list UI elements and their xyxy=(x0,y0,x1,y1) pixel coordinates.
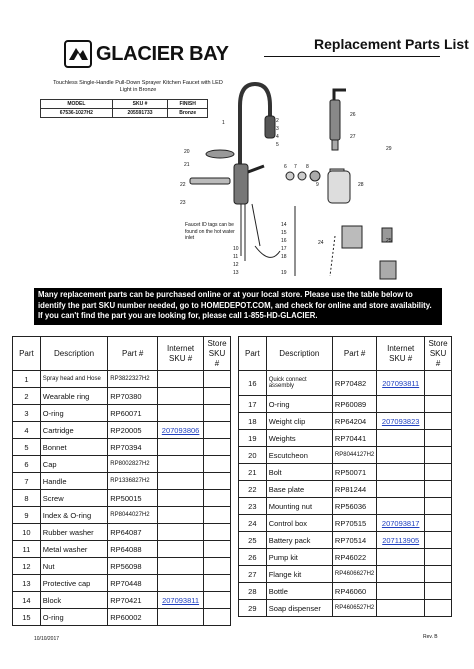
finish-value: Bronze xyxy=(168,109,208,118)
internet-sku-cell xyxy=(158,609,204,626)
description-cell: O-ring xyxy=(40,609,107,626)
table-row xyxy=(13,388,231,405)
callout-5: 5 xyxy=(276,142,279,148)
callout-8: 8 xyxy=(306,164,309,170)
description-cell: Screw xyxy=(40,490,107,507)
internet-sku-link[interactable]: 207113905 xyxy=(377,532,425,549)
callout-26: 26 xyxy=(350,112,356,118)
store-sku-cell xyxy=(204,371,231,388)
part-sku-cell: RP8044027H2 xyxy=(108,507,158,524)
internet-sku-cell xyxy=(377,566,425,583)
part-sku-cell: RP56036 xyxy=(332,498,376,515)
store-sku-cell xyxy=(425,413,452,430)
internet-sku-cell xyxy=(158,558,204,575)
description-cell: Spray head and Hose xyxy=(40,371,107,388)
table-row xyxy=(13,507,231,524)
col-internet-sku: Internet SKU # xyxy=(377,337,425,371)
description-cell: Index & O-ring xyxy=(40,507,107,524)
callout-18: 18 xyxy=(281,254,287,260)
store-sku-cell xyxy=(425,396,452,413)
part-sku-cell: RP70394 xyxy=(108,439,158,456)
parts-table-right xyxy=(238,336,452,617)
part-number-cell: 15 xyxy=(13,609,41,626)
part-number-cell: 6 xyxy=(13,456,41,473)
store-sku-cell xyxy=(425,498,452,515)
store-sku-cell xyxy=(204,405,231,422)
part-number-cell: 16 xyxy=(239,371,267,396)
table-row xyxy=(13,456,231,473)
part-sku-cell: RP60071 xyxy=(108,405,158,422)
callout-10: 10 xyxy=(233,246,239,252)
internet-sku-cell xyxy=(158,507,204,524)
exploded-parts-diagram xyxy=(160,76,440,288)
footer-date: 10/10/2017 xyxy=(34,636,60,642)
description-cell: Metal washer xyxy=(40,541,107,558)
table-row xyxy=(239,371,452,396)
col-part: Part xyxy=(13,337,41,371)
store-sku-cell xyxy=(204,575,231,592)
part-number-cell: 5 xyxy=(13,439,41,456)
footer-revision: Rev. B xyxy=(423,634,438,640)
description-cell: Cartridge xyxy=(40,422,107,439)
col-part: Part xyxy=(239,337,267,371)
part-number-cell: 26 xyxy=(239,549,267,566)
part-sku-cell: RP70482 xyxy=(332,371,376,396)
table-row xyxy=(239,515,452,532)
internet-sku-link[interactable]: 207093811 xyxy=(158,592,204,609)
control-box xyxy=(342,226,362,248)
callout-7: 7 xyxy=(294,164,297,170)
store-sku-cell xyxy=(425,566,452,583)
part-number-cell: 12 xyxy=(13,558,41,575)
internet-sku-link[interactable]: 207093817 xyxy=(377,515,425,532)
part-number-cell: 2 xyxy=(13,388,41,405)
internet-sku-link[interactable]: 207093823 xyxy=(377,413,425,430)
callout-3: 3 xyxy=(276,126,279,132)
table-row xyxy=(239,549,452,566)
part-number-cell: 9 xyxy=(13,507,41,524)
internet-sku-link[interactable]: 207093806 xyxy=(158,422,204,439)
internet-sku-cell xyxy=(158,405,204,422)
col-description: Description xyxy=(266,337,332,371)
sku-value: 205591733 xyxy=(112,109,168,118)
spray-head xyxy=(265,116,275,138)
internet-sku-cell xyxy=(158,541,204,558)
internet-sku-cell xyxy=(158,439,204,456)
faucet-id-note: Faucet ID tags can be found on the hot water inlet xyxy=(185,222,235,241)
parts-table-left xyxy=(12,336,231,626)
part-sku-cell: RP50015 xyxy=(108,490,158,507)
store-sku-cell xyxy=(204,507,231,524)
store-sku-cell xyxy=(425,481,452,498)
store-sku-cell xyxy=(204,558,231,575)
callout-28: 28 xyxy=(358,182,364,188)
description-cell: Protective cap xyxy=(40,575,107,592)
internet-sku-cell xyxy=(377,396,425,413)
table-row xyxy=(239,430,452,447)
part-sku-cell: RP70514 xyxy=(332,532,376,549)
part-number-cell: 22 xyxy=(239,481,267,498)
handle xyxy=(248,166,264,172)
part-sku-cell: RP4606627H2 xyxy=(332,566,376,583)
part-number-cell: 21 xyxy=(239,464,267,481)
callout-9: 9 xyxy=(316,182,319,188)
table-row xyxy=(239,498,452,515)
callout-15: 15 xyxy=(281,230,287,236)
table-row xyxy=(13,524,231,541)
callout-25: 25 xyxy=(386,238,392,244)
description-cell: Wearable ring xyxy=(40,388,107,405)
table-row xyxy=(239,413,452,430)
callout-12: 12 xyxy=(233,262,239,268)
callout-27: 27 xyxy=(350,134,356,140)
description-cell: Bolt xyxy=(266,464,332,481)
description-cell: Block xyxy=(40,592,107,609)
internet-sku-cell xyxy=(377,464,425,481)
base-plate xyxy=(190,178,230,184)
table-row xyxy=(13,558,231,575)
internet-sku-cell xyxy=(158,456,204,473)
part-number-cell: 7 xyxy=(13,473,41,490)
part-sku-cell: RP3822327H2 xyxy=(108,371,158,388)
part-sku-cell: RP46060 xyxy=(332,583,376,600)
callout-21: 21 xyxy=(184,162,190,168)
table-row xyxy=(239,447,452,464)
store-sku-cell xyxy=(204,609,231,626)
table-row xyxy=(13,490,231,507)
internet-sku-cell xyxy=(377,481,425,498)
soap-pump xyxy=(334,90,346,100)
col-store-sku: Store SKU # xyxy=(204,337,231,371)
part-sku-cell: RP60089 xyxy=(332,396,376,413)
callout-19: 19 xyxy=(281,270,287,276)
col-part-number: Part # xyxy=(332,337,376,371)
part-sku-cell: RP46022 xyxy=(332,549,376,566)
part-number-cell: 28 xyxy=(239,583,267,600)
store-sku-cell xyxy=(204,439,231,456)
part-sku-cell: RP70441 xyxy=(332,430,376,447)
description-cell: Nut xyxy=(40,558,107,575)
model-value: 67536-1027H2 xyxy=(41,109,113,118)
internet-sku-cell xyxy=(158,524,204,541)
callout-6: 6 xyxy=(284,164,287,170)
part-sku-cell: RP70380 xyxy=(108,388,158,405)
store-sku-cell xyxy=(204,524,231,541)
escutcheon xyxy=(206,150,234,158)
description-cell: Mounting nut xyxy=(266,498,332,515)
table-row xyxy=(13,609,231,626)
col-internet-sku: Internet SKU # xyxy=(158,337,204,371)
part-number-cell: 19 xyxy=(239,430,267,447)
model-header: MODEL xyxy=(41,100,113,109)
table-row xyxy=(239,396,452,413)
table-row xyxy=(13,592,231,609)
table-row xyxy=(239,583,452,600)
faucet-body xyxy=(234,164,248,204)
callout-23: 23 xyxy=(180,200,186,206)
store-sku-cell xyxy=(425,532,452,549)
diagram-callouts xyxy=(180,112,392,276)
part-sku-cell: RP70448 xyxy=(108,575,158,592)
internet-sku-cell xyxy=(377,549,425,566)
description-cell: Weight clip xyxy=(266,413,332,430)
table-row xyxy=(239,600,452,617)
finish-header: FINISH xyxy=(168,100,208,109)
callout-24: 24 xyxy=(318,240,324,246)
description-cell: Flange kit xyxy=(266,566,332,583)
description-cell: Bottle xyxy=(266,583,332,600)
table-row xyxy=(13,473,231,490)
table-row xyxy=(239,481,452,498)
callout-22: 22 xyxy=(180,182,186,188)
description-cell: Control box xyxy=(266,515,332,532)
table-row xyxy=(13,575,231,592)
part-sku-cell: RP20005 xyxy=(108,422,158,439)
description-cell: Weights xyxy=(266,430,332,447)
part-number-cell: 3 xyxy=(13,405,41,422)
description-cell: Pump kit xyxy=(266,549,332,566)
description-cell: Base plate xyxy=(266,481,332,498)
table-row xyxy=(13,439,231,456)
description-cell: Bonnet xyxy=(40,439,107,456)
callout-13: 13 xyxy=(233,270,239,276)
store-sku-cell xyxy=(204,473,231,490)
internet-sku-cell xyxy=(158,473,204,490)
internet-sku-link[interactable]: 207093811 xyxy=(377,371,425,396)
battery-pack xyxy=(380,261,396,279)
part-sku-cell: RP64088 xyxy=(108,541,158,558)
store-sku-cell xyxy=(425,430,452,447)
part-number-cell: 13 xyxy=(13,575,41,592)
sku-header: SKU # xyxy=(112,100,168,109)
description-cell: Cap xyxy=(40,456,107,473)
table-row xyxy=(13,422,231,439)
store-sku-cell xyxy=(425,447,452,464)
internet-sku-cell xyxy=(158,575,204,592)
internet-sku-cell xyxy=(158,371,204,388)
part-number-cell: 18 xyxy=(239,413,267,430)
description-cell: Soap dispenser xyxy=(266,600,332,617)
product-description: Touchless Single-Handle Pull-Down Sprayer Kitchen Faucet with LED Light in Bronze xyxy=(53,80,223,93)
store-sku-cell xyxy=(425,464,452,481)
callout-29: 29 xyxy=(386,146,392,152)
col-store-sku: Store SKU # xyxy=(425,337,452,371)
part-number-cell: 11 xyxy=(13,541,41,558)
part-number-cell: 25 xyxy=(239,532,267,549)
part-sku-cell: RP64087 xyxy=(108,524,158,541)
part-number-cell: 24 xyxy=(239,515,267,532)
part-sku-cell: RP56098 xyxy=(108,558,158,575)
page-title: Replacement Parts List xyxy=(314,36,469,52)
part-sku-cell: RP1336827H2 xyxy=(108,473,158,490)
store-sku-cell xyxy=(204,541,231,558)
part-number-cell: 23 xyxy=(239,498,267,515)
table-row xyxy=(13,405,231,422)
glacier-bay-logo-icon xyxy=(64,40,92,68)
part-sku-cell: RP70421 xyxy=(108,592,158,609)
internet-sku-cell xyxy=(377,430,425,447)
part-sku-cell: RP8044127H2 xyxy=(332,447,376,464)
col-description: Description xyxy=(40,337,107,371)
store-sku-cell xyxy=(204,422,231,439)
store-sku-cell xyxy=(204,388,231,405)
part-sku-cell: RP50071 xyxy=(332,464,376,481)
internet-sku-cell xyxy=(377,447,425,464)
callout-14: 14 xyxy=(281,222,287,228)
part-number-cell: 17 xyxy=(239,396,267,413)
table-row xyxy=(13,371,231,388)
part-number-cell: 1 xyxy=(13,371,41,388)
part-number-cell: 4 xyxy=(13,422,41,439)
description-cell: Battery pack xyxy=(266,532,332,549)
part-number-cell: 8 xyxy=(13,490,41,507)
table-row xyxy=(239,464,452,481)
part-number-cell: 20 xyxy=(239,447,267,464)
table-row xyxy=(13,541,231,558)
internet-sku-cell xyxy=(158,490,204,507)
internet-sku-cell xyxy=(158,388,204,405)
store-sku-cell xyxy=(425,515,452,532)
table-row xyxy=(239,566,452,583)
description-cell: Rubber washer xyxy=(40,524,107,541)
description-cell: O-ring xyxy=(266,396,332,413)
store-sku-cell xyxy=(425,549,452,566)
internet-sku-cell xyxy=(377,498,425,515)
description-cell: Quick connect assembly xyxy=(266,371,332,396)
store-sku-cell xyxy=(204,592,231,609)
brand-name: GLACIER BAY xyxy=(96,43,229,65)
part-sku-cell: RP60002 xyxy=(108,609,158,626)
part-number-cell: 27 xyxy=(239,566,267,583)
title-divider xyxy=(264,56,440,57)
part-sku-cell: RP81244 xyxy=(332,481,376,498)
brand-logo xyxy=(64,40,254,70)
callout-17: 17 xyxy=(281,246,287,252)
part-sku-cell: RP70515 xyxy=(332,515,376,532)
description-cell: Handle xyxy=(40,473,107,490)
col-part-number: Part # xyxy=(108,337,158,371)
store-sku-cell xyxy=(204,490,231,507)
store-sku-cell xyxy=(425,371,452,396)
callout-11: 11 xyxy=(233,254,239,260)
info-banner: Many replacement parts can be purchased online or at your local store. Please use the table below to identify the part SKU number needed, go to HOMEDEPOT.COM, and check for online and store availability. If you can't find the part you are looking for, please call 1-855-HD-GLACIER. xyxy=(34,288,442,325)
callout-1: 1 xyxy=(222,120,225,126)
part-sku-cell: RP64204 xyxy=(332,413,376,430)
internet-sku-cell xyxy=(377,583,425,600)
part-sku-cell: RP4606527H2 xyxy=(332,600,376,617)
part-number-cell: 29 xyxy=(239,600,267,617)
part-number-cell: 14 xyxy=(13,592,41,609)
part-number-cell: 10 xyxy=(13,524,41,541)
callout-20: 20 xyxy=(184,149,190,155)
soap-bottle xyxy=(328,171,350,203)
callout-2: 2 xyxy=(276,118,279,124)
callout-4: 4 xyxy=(276,134,279,140)
internet-sku-cell xyxy=(377,600,425,617)
description-cell: O-ring xyxy=(40,405,107,422)
store-sku-cell xyxy=(204,456,231,473)
callout-16: 16 xyxy=(281,238,287,244)
part-sku-cell: RP8002827H2 xyxy=(108,456,158,473)
store-sku-cell xyxy=(425,583,452,600)
table-row xyxy=(239,532,452,549)
store-sku-cell xyxy=(425,600,452,617)
description-cell: Escutcheon xyxy=(266,447,332,464)
